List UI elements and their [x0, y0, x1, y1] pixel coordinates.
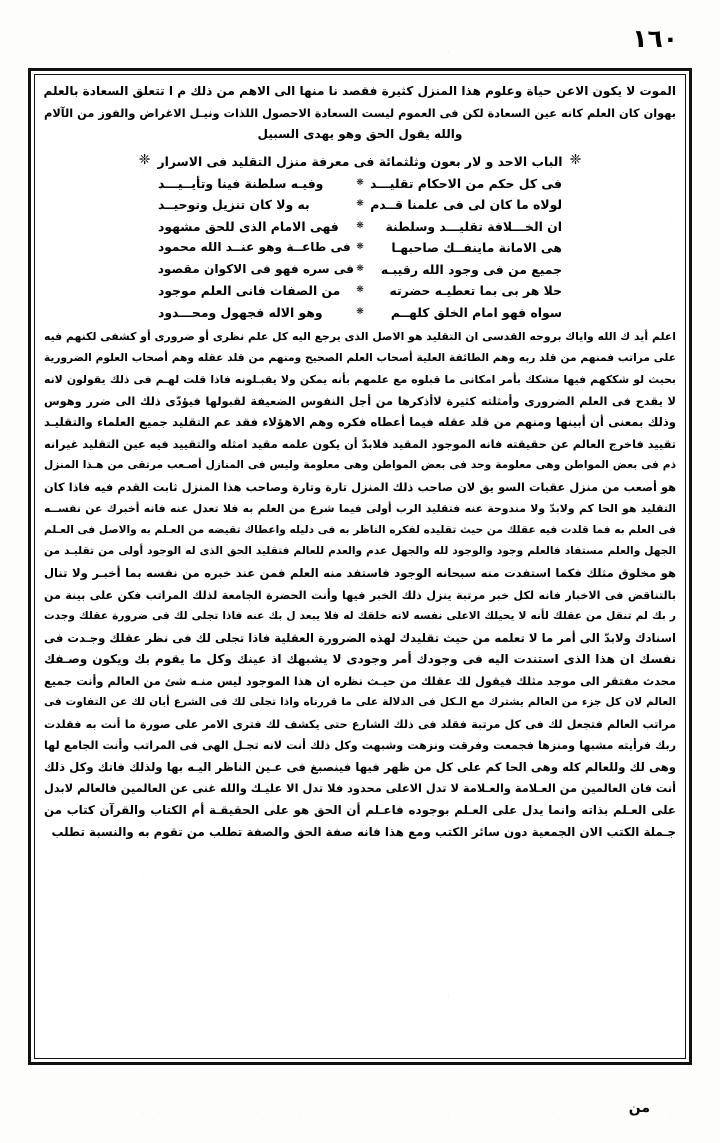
hemistich-left: فى سره فهو فى الاكوان مقصود: [157, 261, 354, 276]
page-frame-outer: [28, 68, 692, 1065]
prose-line: ذم فى بعض المواطن وهى معلومة وحد فى بعض المواطن وهى معلومة وليس فى المنازل أصـعب مرتقى من هـذا المنزل: [44, 459, 676, 472]
hemistich-right: ان الخـــلافة تقليـــد وسلطنة: [385, 218, 562, 234]
prose-line: اسنادك ولابدّ الى أمر ما لا تعلمه من حيث تقليدك لهذه الضرورة العقلية فاذا تجلى لك فى نظر عقلك وجـدت فى: [44, 630, 676, 645]
verse-couplet: [158, 237, 562, 259]
hemistich-right: لولاه ما كان لى فى علمنا قــدم: [370, 197, 562, 212]
verse-couplet: [158, 302, 562, 324]
verse-couplet: [158, 216, 562, 238]
hemistich-right: هى الامانة ماينفــك صاحبهـا: [391, 240, 562, 255]
prose-line: جـملة الكتب الان الجمعية دون سائر الكتب ومع هذا فانه صفة الحق والصفة تطلب من تقوم به والنسبة تطلب: [51, 824, 676, 839]
hemistich-left: وفيـه سلطنة فينا وتأيــيـــد: [158, 175, 324, 191]
prose-line: التقليد هو الحا كم ولابدّ ولا مندوحة عنه فتقليد الرب أولى فيما شرع من العلم به فلا تعدل عنه فانه أخبرك عن نفســه: [44, 502, 676, 516]
prose-line: وذلك بمعنى أن أبينها ومنهم من قلد عقله فيما أعطاه فكره وهم الاهؤلاء فقد عم التقليد جميع العلماء والتقليـد: [44, 415, 676, 430]
verse-block: [158, 173, 562, 324]
prose-line: على العـلم بذاته وانما يدل على العـلم بوجوده فاعـلم أن الحق هو على الحقيقـة أم الكتاب والقرآن كتاب من: [44, 803, 676, 818]
prose-line: لا يقدح فى العلم الضرورى وأمثلته كثيرة لاأذكرها من أجل النفوس الضعيفة لقبولها فيؤدّى ذلك الى ضرر وهوس: [44, 393, 676, 408]
hemistich-left: فى طاعــة وهو عنــد الله محمود: [158, 240, 351, 254]
verse-separator-icon: ❋: [356, 306, 364, 317]
prose-line: مراتب العالم فتجعل لك فى كل مرتبة فقلد فى ذلك الشارع حتى يكشف لك فترى الامر على صورة ما أنت به فقلدت: [44, 717, 676, 731]
prose-line: العالم لان كل جزء من العالم يشترك مع الـكل فى الدلالة على ما قررناه واذا تجلى لك فى الشرع أبان لك عن التفاوت فى: [44, 696, 676, 709]
verse-separator-icon: ❋: [356, 285, 364, 295]
hemistich-left: وهو الاله فجهول ومحـــدود: [158, 304, 323, 320]
hemistich-right: سواه فهو امام الخلق كلهــم: [390, 304, 562, 320]
verse-separator-icon: ❋: [356, 199, 364, 209]
verse-couplet: [158, 173, 562, 195]
prose-line: ربك فرأيته مشبها ومنزها فجمعت وفرقت ونزهت وشبهت وكل ذلك أنت لانه تجـل الهى فى المراتب وأنت الجامع لها: [44, 739, 676, 753]
floral-marker-icon: ❈: [569, 152, 582, 168]
catchword: من: [628, 1100, 650, 1116]
header-line: الموت لا يكون الاعن حياة وعلوم هذا المنزل كثيرة فقصد نا منها الى الاهم من ذلك م ا تتعلق السعادة بالعلم: [44, 84, 676, 98]
floral-marker-icon: ❈: [138, 152, 151, 168]
hemistich-left: فهى الامام الذى للحق مشهود: [158, 218, 339, 234]
verse-separator-icon: ❋: [356, 177, 364, 188]
prose-line: نفسك ان هذا الذى استندت اليه فى وجودك أمر وجودى لا يشبهك اذ عينك وكل ما يقوم بك ويكون وصـفك: [44, 652, 676, 667]
hemistich-left: من الصفات فانى العلم موجود: [158, 283, 341, 298]
prose-line: تقييد فاخرج العالم عن حقيقته فانه الموجود المقيد فلابدّ أن يكون علمه مقيد امثله والتقييد فيه عين التقليد غيرانه: [44, 436, 676, 451]
hemistich-left: به ولا كان تنزيل وتوحيــد: [158, 197, 310, 212]
header-line: بهوان كان العلم كانه عين السعادة لكن فى العموم ليست السعادة الاحصول اللذات ونيـل الاغراض والفوز من الآلام: [44, 105, 676, 120]
verse-couplet: [158, 259, 562, 281]
header-paragraph: [44, 81, 676, 146]
prose-line: بحيث لو شككهم فيها مشكك بأمر امكانى ما قبلوه مع علمهم بأنه يمكن ولا يقبـلونه فاذا قلت لهـم فى ذلك يقولون لانه: [44, 373, 676, 387]
prose-line: فى العلم به فما قلدت فيه عقلك من حيث تقليده لفكره الناظر به فى دليله واعطاك تقيضه من العـلم به والاصل فى العـلم: [44, 523, 676, 536]
prose-line: على مراتب فمنهم من قلد ربه وهم الطائفة العلية أصحاب العلم الصحيح ومنهم من قلد عقله وهم أصحاب العلوم الضرورية: [44, 351, 676, 364]
prose-line: بالتناقض فى الاخبار فانه لكل خبر مرتبة ينزل ذلك الخبر فيها وأنت الحضرة الجامعة لذلك المراتب فكن على بينة من: [44, 588, 676, 602]
page-frame-inner: [34, 74, 686, 1059]
chapter-heading-title: الباب الاحد و لار بعون وثلثمائة فى معرفة منزل التقليد فى الاسرار: [157, 153, 563, 169]
folio-number: ١٦٠: [632, 24, 678, 53]
verse-separator-icon: ❋: [356, 220, 364, 231]
prose-line: ر بك لم تنقل من عقلك لأنه لا يحيلك الاعلى نفسه لانه خلقك له فلا يبعد ل بك عنه فاذا تجلى لك فى ضرورة عقلك وجدت: [44, 610, 676, 623]
verse-separator-icon: ❋: [356, 263, 364, 274]
prose-line: وهى لك وللعالم كله وهى الحا كم على كل من ظهر فيها فينصبغ فى عـين الناظر اليـه بها ولذلك فاتك وكل ذلك: [44, 759, 676, 774]
verse-couplet: [158, 280, 562, 302]
prose-line: هو مخلوق مثلك فكما استفدت منه سبحانه الوجود فاستفد منه العلم فمن عند خبره من نفسه بما أخبـر ولا تنال: [44, 566, 676, 581]
chapter-heading: [44, 151, 676, 172]
hemistich-right: فى كل حكم من الاحكام تقليـــد: [369, 175, 562, 191]
prose-line: محدث مفتقر الى موجد مثلك فيقول لك عقلك من حيـث نظره ان هذا الموجود ليس منـه شئ من العالم وأنت جميع: [44, 673, 676, 688]
prose-line: هو أصعب من منزل عقبات السو يق لان صاحب ذلك المنزل تارة وتارة وصاحب هذا المنزل ثابت القدم فيه فاذا كان: [44, 479, 676, 494]
prose-line: أنت فان العالمين من العـلامة والعـلامة لا تدل الاعلى محدود فلا تدل الا عليـك والله غنى عن العالمين فالعالم لابدل: [44, 781, 676, 796]
text-block: [35, 75, 685, 1058]
verse-separator-icon: ❋: [356, 242, 364, 252]
header-line: والله يقول الحق وهو يهدى السبيل: [257, 127, 463, 141]
prose-line: اعلم أيد ك الله واياك بروحه القدسى ان التقليد هو الاصل الذى يرجع اليه كل علم نظرى أو ضرورى أو كشفى لكنهم فيه: [44, 330, 676, 343]
verse-couplet: [158, 194, 562, 216]
hemistich-right: حلا هر بى بما تعطيـه حضرته: [389, 283, 562, 298]
body-prose: [44, 326, 676, 843]
prose-line: الجهل والعلم مستفاد فالعلم وجود والوجود لله والجهل عدم والعدم للعالم فتقليد الحق الذى له الوجود أولى من تقليـد من: [44, 545, 676, 558]
hemistich-right: جميع من فى وجود الله رقيبـه: [380, 261, 562, 277]
